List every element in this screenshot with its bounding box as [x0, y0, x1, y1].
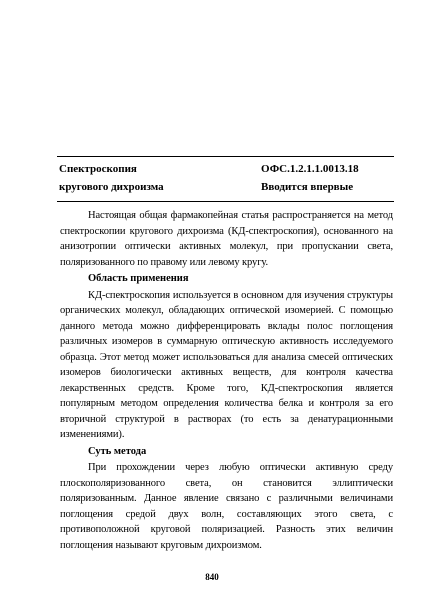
monograph-status: Вводится впервые: [261, 181, 354, 193]
intro-paragraph: Настоящая общая фармакопейная статья распространяется на метод спектроскопии кругового дихроизма (КД-спектроскопия), основанного на анизотропии оптически активных молекул, при пропускании света, поляризованного по правому или левому кругу.: [60, 210, 393, 268]
monograph-body: [60, 208, 393, 553]
header-top-rule: [57, 156, 394, 157]
monograph-title-line1: Спектроскопия: [59, 163, 137, 175]
principle-paragraph: При прохождении через любую оптически активную среду плоскополяризованного света, он становится эллиптически поляризованным. Данное явление связано с различными величинами поглощения средой двух волн, составляющих этого света, с противоположной круговой поляризацией. Разность этих величин поглощения называют круговым дихроизмом.: [60, 462, 393, 551]
scope-paragraph: КД-спектроскопия используется в основном для изучения структуры органических молекул, обладающих оптической изомерией. С помощью данного метода можно дифференцировать вклады полос поглощения различных изомеров в суммарную оптическую активность исследуемого образца. Этот метод может использоваться для анализа смесей оптических изомеров биологически активных веществ, для контроля качества лекарственных средств. Кроме того, КД-спектроскопия является популярным методом определения количества белка и контроля за его вторичной структурой в растворах (то есть за денатурационными изменениями).: [60, 289, 393, 440]
section-heading-scope: Область применения: [88, 273, 189, 284]
header-bottom-rule: [57, 201, 394, 202]
section-heading-principle: Суть метода: [88, 445, 147, 457]
monograph-code: ОФС.1.2.1.1.0013.18: [261, 163, 359, 175]
page-number: 840: [205, 572, 219, 582]
monograph-title-line2: кругового дихроизма: [59, 181, 164, 193]
